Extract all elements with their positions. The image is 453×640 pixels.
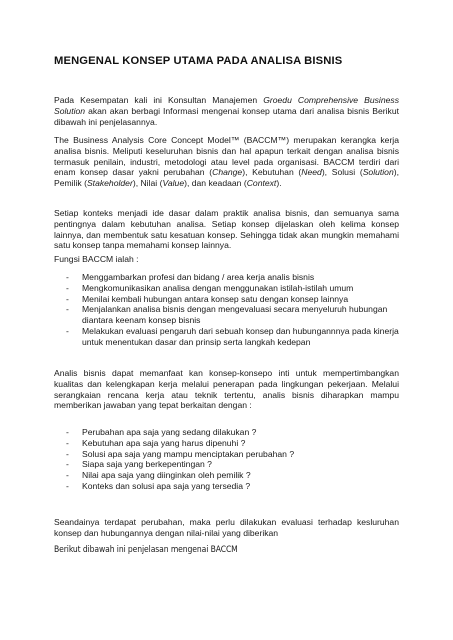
list-item: - Menjalankan analisa bisnis dengan mengevaluasi secara menyeluruh hubungan diantara keenam konsep bisnis [66, 304, 399, 326]
term-value: Value [162, 178, 185, 189]
list-item: - Konteks dan solusi apa saja yang tersedia ? [66, 481, 399, 492]
baccm-paragraph [54, 135, 399, 189]
fungsi-list [66, 272, 399, 348]
list-item: - Melakukan evaluasi pengaruh dari sebuah konsep dan hubungannnya pada kinerja untuk menentukan dasar dan prinsip serta langkah kedepan [66, 326, 399, 348]
baccm-text: ). [276, 178, 282, 189]
context-paragraph: Setiap konteks menjadi ide dasar dalam praktik analisa bisnis, dan semuanya sama pentingnya dalam kebutuhan analisa. Setiap konsep dijelaskan oleh kelima konsep lainnya, dan membentuk satu kesatuan konsep. Sehingga tidak akan mungkin memahami satu konsep tanpa memahami konsep lainnya. [54, 208, 399, 251]
baccm-text: ), Pemilik ( [54, 167, 399, 189]
list-item: - Menggambarkan profesi dan bidang / area kerja analis bisnis [66, 272, 399, 283]
term-change: Change [212, 167, 243, 178]
baccm-text: ), Kebutuhan ( [242, 167, 302, 178]
list-item: - Mengkomunikasikan analisa dengan menggunakan istilah-istilah umum [66, 283, 399, 294]
term-stakeholder: Stakeholder [86, 178, 133, 189]
baccm-text: ), Nilai ( [132, 178, 163, 189]
baccm-text: ), dan keadaan ( [184, 178, 247, 189]
term-context: Context [246, 178, 277, 189]
baccm-text: ), Solusi ( [321, 167, 363, 178]
baccm-text: The Business Analysis Core Concept Model™ (BACCM™) merupakan kerangka kerja analisa bisnis. Meliputi keseluruhan bisnis dan hal apapun terkait dengan analisa bisnis termasuk penilain, industri, metodologi atau level pada organisasi. BACCM terdiri dari enam konsep dasar yakni perubahan ( [54, 135, 399, 178]
list-item: - Siapa saja yang berkepentingan ? [66, 459, 399, 470]
list-item: - Nilai apa saja yang diinginkan oleh pemilik ? [66, 470, 399, 481]
intro-text-1: Pada Kesempatan kali ini Konsultan Manajemen [54, 95, 264, 105]
company-name: Groedu Comprehensive Business Solution [54, 95, 399, 116]
closing-line: Berikut dibawah ini penjelasan mengenai BACCM [54, 545, 238, 555]
document-title: MENGENAL KONSEP UTAMA PADA ANALISA BISNIS [54, 55, 343, 67]
list-item: - Menilai kembali hubungan antara konsep satu dengan konsep lainnya [66, 294, 399, 305]
analis-paragraph: Analis bisnis dapat memanfaat kan konsep-konsepo inti untuk mempertimbangkan kualitas dan kelengkapan kerja melalui penerapan pada lingkungan pekerjaan. Melalui serangkaian rencana kerja atau teknik tertentu, analis bisnis diharapkan mampu memberikan jawaban yang tepat berkaitan dengan : [54, 368, 399, 411]
questions-list [66, 427, 399, 492]
fungsi-label: Fungsi BACCM ialah : [54, 254, 139, 264]
list-item: - Perubahan apa saja yang sedang dilakukan ? [66, 427, 399, 438]
term-solution: Solution [362, 167, 394, 178]
closing-paragraph: Seandainya terdapat perubahan, maka perlu dilakukan evaluasi terhadap kesluruhan konsep dan hubungannya dengan nilai-nilai yang diberikan [54, 517, 399, 538]
list-item: - Kebutuhan apa saja yang harus dipenuhi ? [66, 438, 399, 449]
term-need: Need [301, 167, 322, 178]
intro-text-2: akan akan berbagi Informasi mengenai konsep utama dari analisa bisnis Berikut dibawah ini penjelasannya. [54, 105, 399, 127]
list-item: - Solusi apa saja yang mampu menciptakan perubahan ? [66, 449, 399, 460]
intro-paragraph [54, 95, 399, 127]
